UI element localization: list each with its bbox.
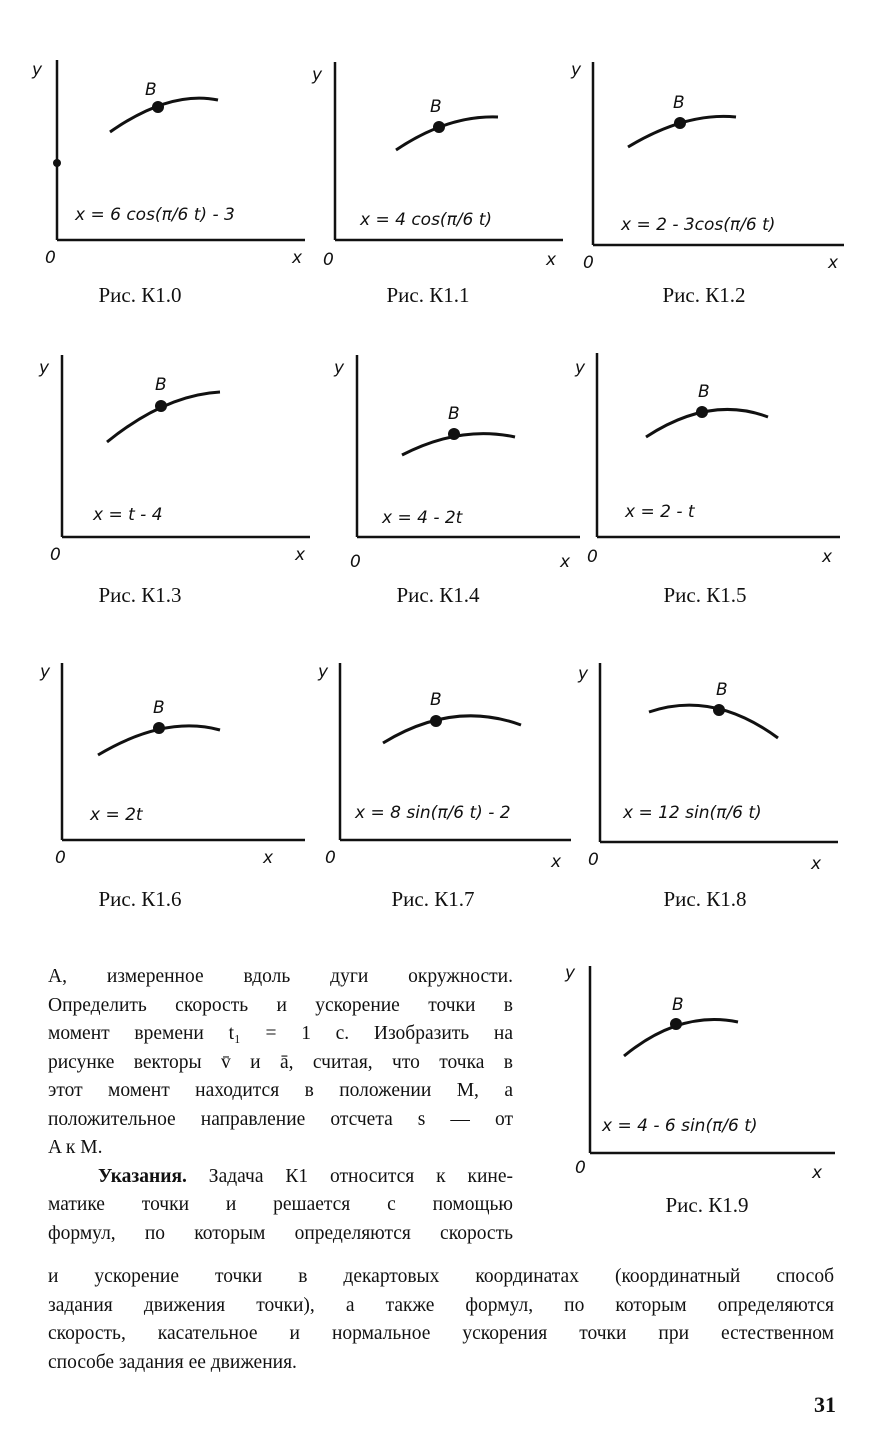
figure-caption: Рис. К1.2 <box>662 283 746 307</box>
text-line: рисунке векторы v̄ и ā, считая, что точка в <box>48 1051 513 1073</box>
page-number: 31 <box>814 1392 836 1417</box>
figure-k1-8-drawing <box>573 655 843 875</box>
figure-caption: Рис. К1.3 <box>98 583 182 607</box>
y-axis-label: y <box>334 358 345 378</box>
motion-equation: x = 6 cos(π/6 t) - 3 <box>75 205 235 225</box>
figure-k1-9 <box>560 958 823 1218</box>
point-b <box>433 121 445 133</box>
figure-caption: Рис. К1.8 <box>663 887 747 911</box>
figure-caption: Рис. К1.9 <box>665 1193 749 1217</box>
origin-label: 0 <box>323 250 334 270</box>
figure-k1-0 <box>30 50 303 310</box>
y-axis-label: y <box>565 963 576 983</box>
x-axis-label: x <box>828 253 839 273</box>
figure-caption: Рис. К1.5 <box>663 583 747 607</box>
point-b <box>155 400 167 412</box>
figure-k1-2 <box>566 50 839 310</box>
figure-k1-3 <box>35 345 306 607</box>
x-axis-label: x <box>295 545 306 565</box>
x-axis-label: x <box>560 552 571 572</box>
point-b-label: B <box>716 680 728 700</box>
figure-caption: Рис. К1.7 <box>391 887 475 911</box>
x-axis-label: x <box>812 1163 823 1183</box>
origin-label: 0 <box>350 552 361 572</box>
hint-line <box>48 1163 513 1192</box>
point-b <box>674 117 686 129</box>
figure-k1-0-drawing <box>30 50 303 280</box>
point-b-label: B <box>672 995 684 1015</box>
trajectory-curve <box>383 716 521 743</box>
point-b <box>152 101 164 113</box>
figure-k1-6 <box>35 655 295 915</box>
full-width-text <box>48 1263 834 1377</box>
point-b <box>448 428 460 440</box>
point-b-label: B <box>155 375 167 395</box>
figure-k1-4-drawing <box>330 345 590 575</box>
motion-equation: x = 2 - 3cos(π/6 t) <box>621 215 776 235</box>
origin-label: 0 <box>50 545 61 565</box>
figure-k1-8 <box>573 655 833 915</box>
x-axis-label: x <box>822 547 833 567</box>
origin-label: 0 <box>588 850 599 870</box>
figure-k1-1-drawing <box>308 50 568 280</box>
trajectory-curve <box>396 117 498 150</box>
x-axis-label: x <box>263 848 274 868</box>
point-b-label: B <box>430 690 442 710</box>
origin-label: 0 <box>575 1158 586 1178</box>
point-b <box>430 715 442 727</box>
motion-equation: x = 4 - 6 sin(π/6 t) <box>602 1116 758 1136</box>
figure-k1-5 <box>570 345 833 607</box>
motion-equation: x = 4 - 2t <box>382 508 463 528</box>
y-axis-label: y <box>32 60 43 80</box>
figure-k1-1 <box>308 50 568 310</box>
point-b <box>713 704 725 716</box>
figure-caption: Рис. К1.1 <box>386 283 470 307</box>
x-axis-label: x <box>551 852 562 872</box>
text-line: матике точки и решается с помощью <box>48 1194 513 1215</box>
text-line: этот момент находится в положении M, а <box>48 1080 513 1101</box>
motion-equation: x = 2t <box>90 805 143 825</box>
motion-equation: x = 8 sin(π/6 t) - 2 <box>355 803 511 823</box>
origin-label: 0 <box>587 547 598 567</box>
x-axis-label: x <box>546 250 557 270</box>
origin-label: 0 <box>55 848 66 868</box>
figure-k1-7 <box>313 655 573 915</box>
y-axis-label: y <box>318 662 329 682</box>
x-axis-label: x <box>292 248 303 268</box>
text-line: момент времени t₁ = 1 с. Изобразить на <box>48 1023 513 1044</box>
trajectory-curve <box>107 392 220 442</box>
y-axis-label: y <box>39 358 50 378</box>
motion-equation: x = 12 sin(π/6 t) <box>623 803 762 823</box>
text-line: формул, по которым определяются скорость <box>48 1222 513 1244</box>
text-line: способе задания ее движения. <box>48 1351 297 1373</box>
point-b-label: B <box>698 382 710 402</box>
point-b-label: B <box>145 80 157 100</box>
figure-k1-4 <box>330 345 590 605</box>
point-b-label: B <box>153 698 165 718</box>
figure-caption: Рис. К1.0 <box>98 283 182 307</box>
y-axis-label: y <box>575 358 586 378</box>
point-b <box>670 1018 682 1030</box>
point-b <box>153 722 165 734</box>
trajectory-curve <box>110 98 218 132</box>
text-line: A к M. <box>48 1137 103 1158</box>
point-b-label: B <box>673 93 685 113</box>
point-b-label: B <box>448 404 460 424</box>
text-line: A, измеренное вдоль дуги окружности. <box>48 966 513 987</box>
origin-label: 0 <box>45 248 56 268</box>
x-axis-label: x <box>811 854 822 874</box>
text-line: скорость, касательное и нормальное ускорения точки при естественном <box>48 1323 834 1344</box>
point-b <box>696 406 708 418</box>
figure-k1-2-drawing <box>566 50 846 280</box>
hint-first-text: Задача К1 относится к кине- <box>186 1165 513 1187</box>
y-axis-label: y <box>40 662 51 682</box>
motion-equation: x = 2 - t <box>625 502 695 522</box>
figure-k1-9-drawing <box>560 958 840 1188</box>
problem-text-column <box>48 963 513 1248</box>
y-axis-label: y <box>312 65 323 85</box>
text-line: задания движения точки), а также формул, по которым определяются <box>48 1294 834 1316</box>
figure-caption: Рис. К1.6 <box>98 887 182 911</box>
origin-label: 0 <box>325 848 336 868</box>
motion-equation: x = t - 4 <box>93 505 163 525</box>
text-line: Определить скорость и ускорение точки в <box>48 994 513 1016</box>
hint-label: Указания. <box>98 1165 187 1187</box>
figure-k1-3-drawing <box>35 345 315 575</box>
figure-k1-6-drawing <box>35 655 315 875</box>
text-line: и ускорение точки в декартовых координатах (координатный способ <box>48 1266 834 1287</box>
y-axis-label: y <box>578 664 589 684</box>
origin-label: 0 <box>583 253 594 273</box>
axis-marker-point <box>53 159 61 167</box>
figure-k1-7-drawing <box>313 655 583 875</box>
figure-caption: Рис. К1.4 <box>396 583 480 607</box>
figure-k1-5-drawing <box>570 345 845 575</box>
text-line: положительное направление отсчета s — от <box>48 1108 513 1130</box>
motion-equation: x = 4 cos(π/6 t) <box>360 210 493 230</box>
y-axis-label: y <box>571 60 582 80</box>
point-b-label: B <box>430 97 442 117</box>
